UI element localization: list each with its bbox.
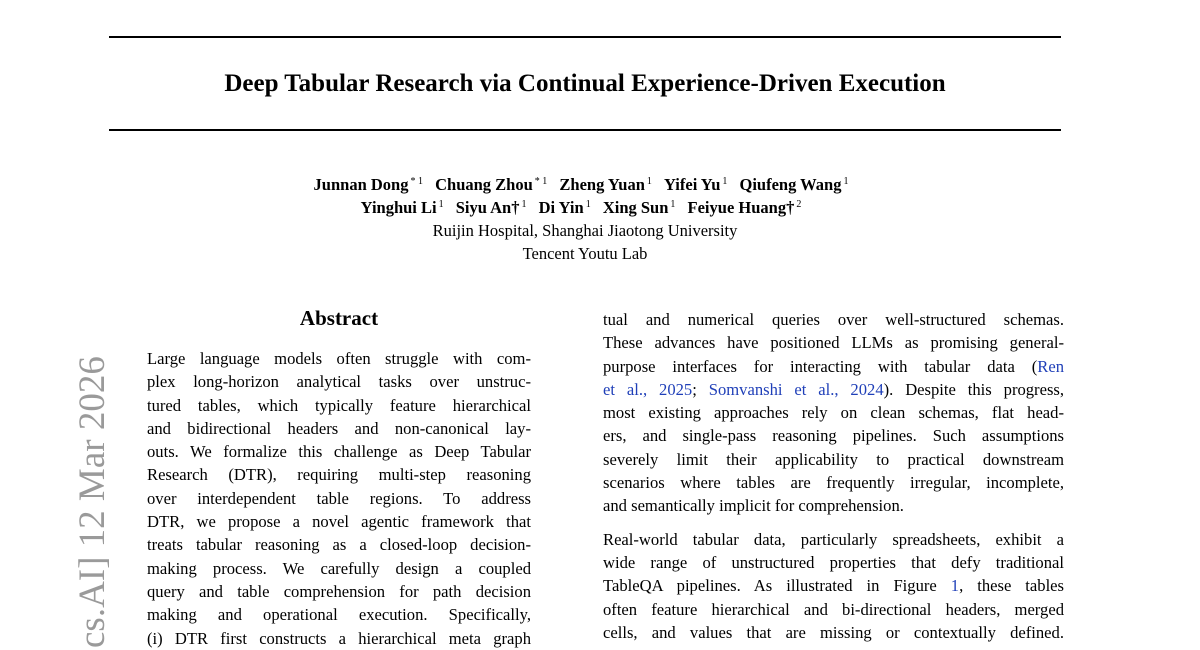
intro-paragraph-1	[603, 308, 1064, 518]
author-mark: 2	[796, 199, 802, 210]
intro-line: wide range of unstructured properties that defy traditional	[603, 552, 1064, 572]
author-mark: 1	[585, 199, 591, 210]
bottom-rule	[109, 129, 1061, 131]
author-mark: * 1	[534, 176, 548, 187]
intro-line: Real-world tabular data, particularly spreadsheets, exhibit a	[603, 529, 1064, 549]
abstract-heading: Abstract	[299, 306, 379, 330]
citation-link-somvanshi[interactable]: Somvanshi et al., 2024	[708, 379, 884, 399]
author-mark: 1	[646, 176, 652, 187]
author-name: Yinghui Li	[360, 198, 437, 217]
abstract-body	[147, 347, 531, 650]
affiliation-1: Ruijin Hospital, Shanghai Jiaotong University	[432, 221, 738, 240]
author-name: Chuang Zhou	[435, 175, 533, 194]
author-line-1	[109, 173, 1061, 196]
affiliation-2: Tencent Youtu Lab	[522, 244, 648, 263]
abstract-line: making process. We carefully design a coupled	[147, 558, 531, 578]
intro-line: most existing approaches rely on clean schemas, flat head-	[603, 403, 1064, 423]
author-mark: 1	[722, 176, 728, 187]
author-mark: 1	[521, 199, 527, 210]
intro-line	[603, 378, 1064, 401]
abstract-line: and bidirectional headers and non-canonical lay-	[147, 418, 531, 438]
abstract-line: DTR, we propose a novel agentic framework that	[147, 512, 531, 532]
author-mark: 1	[843, 176, 849, 187]
intro-line: These advances have positioned LLMs as promising general-	[603, 333, 1064, 353]
author-name: Junnan Dong	[313, 175, 409, 194]
intro-line	[603, 574, 1064, 597]
intro-text: TableQA pipelines. As illustrated in Figure	[603, 576, 951, 596]
abstract-line: Large language models often struggle with com-	[147, 349, 531, 368]
abstract-line: Research (DTR), requiring multi-step reasoning	[147, 465, 531, 485]
author-line-2	[109, 196, 1061, 219]
figure-link-1[interactable]: 1	[950, 576, 960, 596]
arxiv-side-tag: cs.AI] 12 Mar 2026	[72, 356, 113, 648]
abstract-line: treats tabular reasoning as a closed-loop decision-	[147, 535, 531, 555]
author-block	[109, 173, 1061, 265]
intro-body	[603, 308, 1064, 644]
abstract-line: query and table comprehension for path decision	[147, 581, 531, 601]
intro-line: tual and numerical queries over well-structured schemas.	[603, 310, 1064, 329]
citation-link-ren-year[interactable]: et al., 2025	[603, 379, 693, 399]
intro-line	[603, 355, 1064, 378]
abstract-line: making and operational execution. Specifically,	[147, 605, 531, 625]
author-mark: 1	[438, 199, 444, 210]
abstract-line: outs. We formalize this challenge as Deep Tabular	[147, 442, 531, 462]
intro-line: cells, and values that are missing or contextually defined.	[603, 622, 1064, 642]
author-name: Xing Sun	[602, 198, 669, 217]
author-name: Yifei Yu	[664, 175, 721, 194]
citation-link-ren[interactable]: Ren	[1037, 356, 1064, 376]
abstract-line: (i) DTR first constructs a hierarchical meta graph	[147, 628, 531, 648]
intro-line: severely limit their applicability to practical downstream	[603, 449, 1064, 469]
intro-text: ). Despite this progress,	[883, 379, 1065, 399]
intro-line: ers, and single-pass reasoning pipelines. Such assumptions	[603, 426, 1064, 446]
abstract-line: plex long-horizon analytical tasks over unstruc-	[147, 372, 531, 392]
abstract-line: tured tables, which typically feature hierarchical	[147, 395, 531, 415]
intro-line: scenarios where tables are frequently irregular, incomplete,	[603, 473, 1064, 493]
intro-text: purpose interfaces for interacting with tabular data (	[603, 356, 1038, 376]
abstract-line: over interdependent table regions. To address	[147, 488, 531, 508]
author-name: Di Yin	[538, 198, 584, 217]
intro-line: often feature hierarchical and bi-directional headers, merged	[603, 599, 1064, 619]
author-mark: 1	[670, 199, 676, 210]
intro-text: , these tables	[959, 576, 1065, 596]
intro-line: and semantically implicit for comprehension.	[603, 496, 904, 516]
author-name: Siyu An†	[455, 198, 520, 217]
intro-paragraph-2	[603, 528, 1064, 644]
author-name: Qiufeng Wang	[739, 175, 842, 194]
author-mark: * 1	[410, 176, 423, 187]
author-name: Feiyue Huang†	[687, 198, 795, 217]
author-name: Zheng Yuan	[559, 175, 645, 194]
paper-title: Deep Tabular Research via Continual Experience-Driven Execution	[224, 70, 946, 97]
citation-separator: ;	[692, 379, 709, 399]
top-rule	[109, 36, 1061, 38]
